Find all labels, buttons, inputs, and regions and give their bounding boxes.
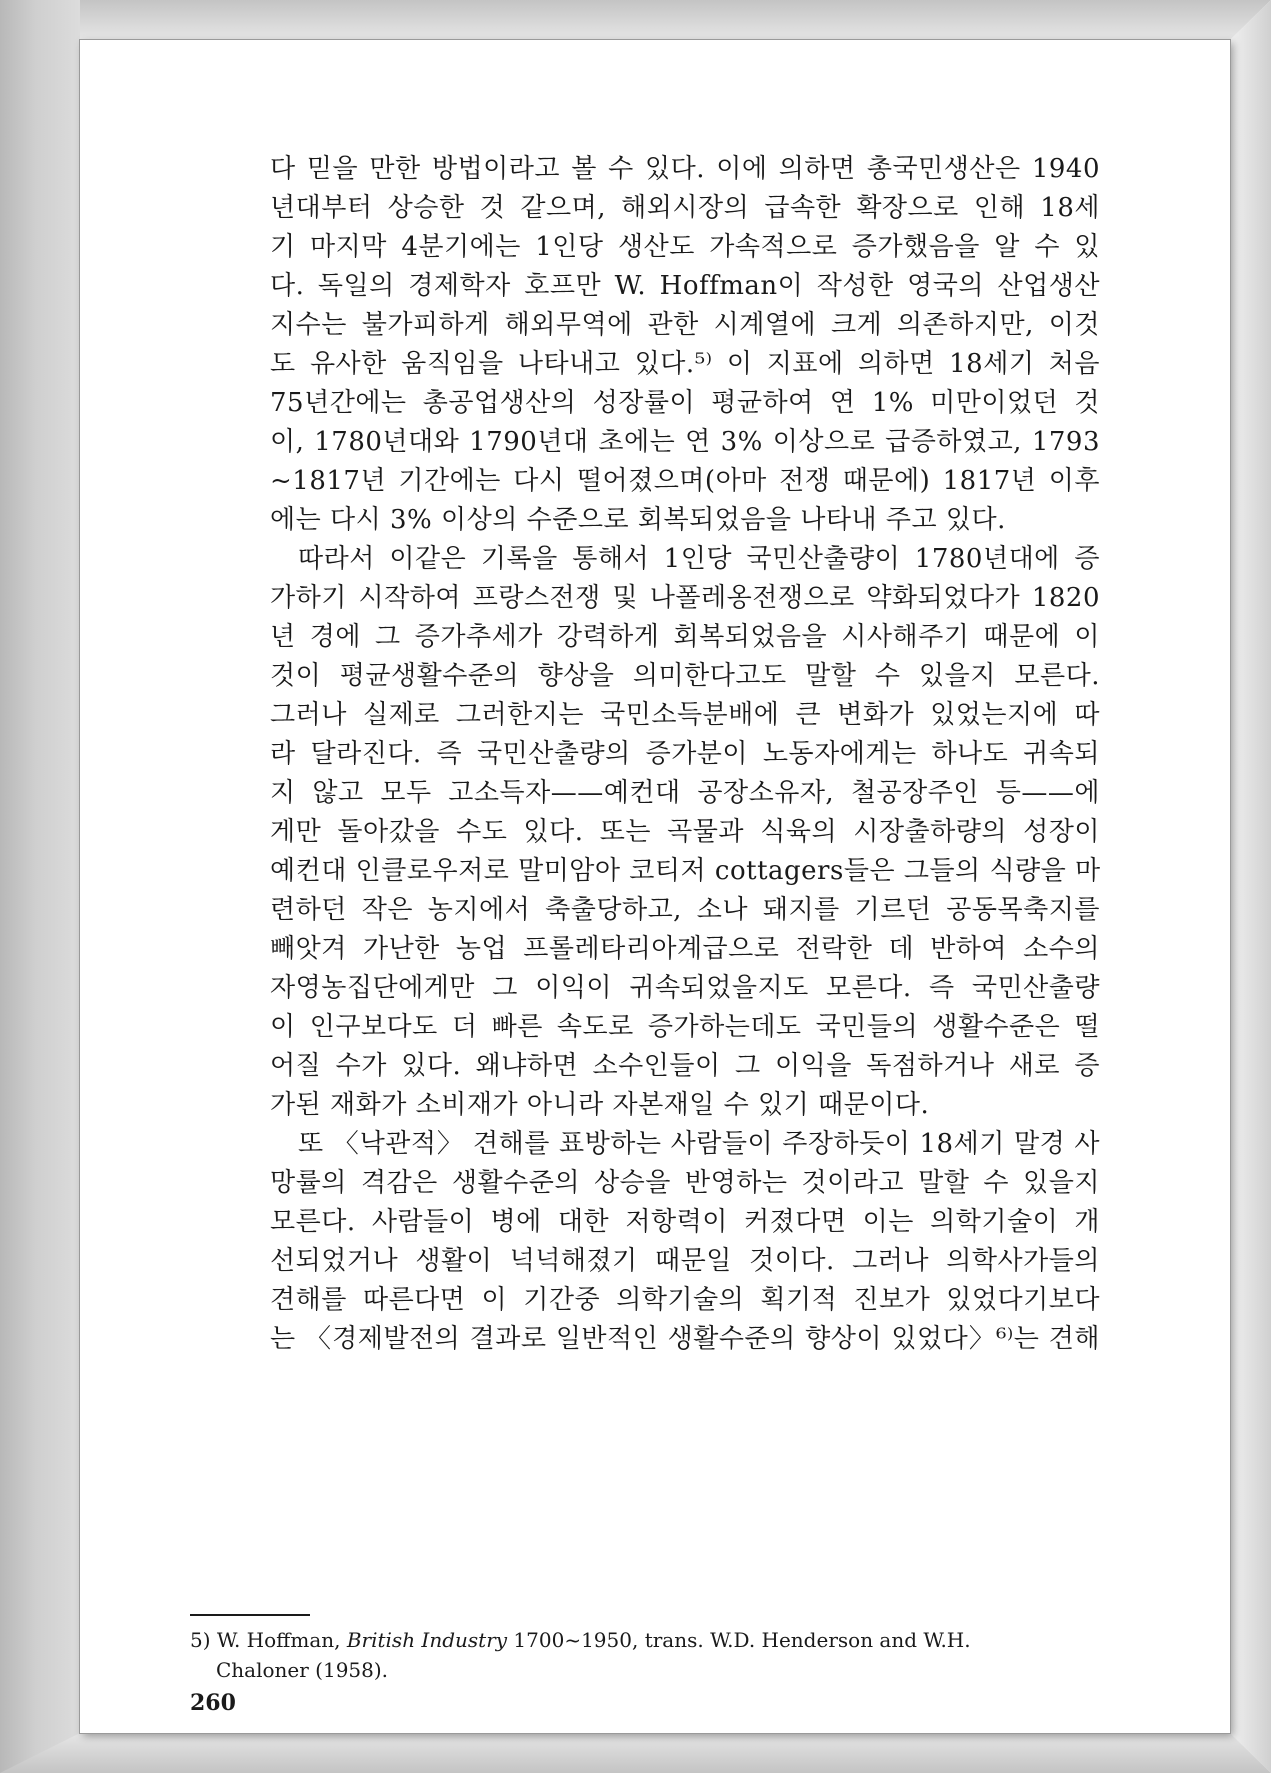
page-number: 260 [190,1690,236,1716]
body-line: 이, 1780년대와 1790년대 초에는 연 3% 이상으로 급증하였고, 1793 [270,427,1100,457]
body-text [270,150,1100,1359]
footnote-author: W. Hoffman, [216,1628,341,1652]
body-line: 모른다. 사람들이 병에 대한 저항력이 커졌다면 이는 의학기술이 개 [270,1207,1100,1237]
body-line: 다. 독일의 경제학자 호프만 W. Hoffman이 작성한 영국의 산업생산 [270,271,1100,301]
body-line: 기 마지막 4분기에는 1인당 생산도 가속적으로 증가했음을 알 수 있 [270,232,1100,262]
body-line: 빼앗겨 가난한 농업 프롤레타리아계급으로 전락한 데 반하여 소수의 [270,934,1100,964]
footnote [190,1625,1020,1685]
body-line: 따라서 이같은 기록을 통해서 1인당 국민산출량이 1780년대에 증 [298,544,1100,574]
body-line: 가된 재화가 소비재가 아니라 자본재일 수 있기 때문이다. [270,1090,930,1120]
body-line: 는 〈경제발전의 결과로 일반적인 생활수준의 향상이 있었다〉⁶⁾는 견해 [270,1324,1100,1354]
body-line: 년 경에 그 증가추세가 강력하게 회복되었음을 시사해주기 때문에 이 [270,622,1100,652]
body-line: 년대부터 상승한 것 같으며, 해외시장의 급속한 확장으로 인해 18세 [270,193,1100,223]
footnote-continuation: Chaloner (1958). [216,1658,389,1682]
footnote-marker: 5) [190,1628,211,1652]
footnote-details: 1700~1950, trans. W.D. Henderson and W.H. [513,1628,971,1652]
body-line: 75년간에는 총공업생산의 성장률이 평균하여 연 1% 미만이었던 것 [270,388,1100,418]
body-line: 견해를 따른다면 이 기간중 의학기술의 획기적 진보가 있었다기보다 [270,1285,1100,1315]
body-line: 지 않고 모두 고소득자——예컨대 공장소유자, 철공장주인 등——에 [270,778,1100,808]
body-line: 것이 평균생활수준의 향상을 의미한다고도 말할 수 있을지 모른다. [270,661,1100,691]
body-line: 에는 다시 3% 이상의 수준으로 회복되었음을 나타내 주고 있다. [270,505,1006,535]
footnote-rule [190,1614,310,1616]
body-line: 게만 돌아갔을 수도 있다. 또는 곡물과 식육의 시장출하량의 성장이 [270,817,1100,847]
footnote-line [190,1625,1020,1655]
body-line: 어질 수가 있다. 왜냐하면 소수인들이 그 이익을 독점하거나 새로 증 [270,1051,1100,1081]
body-line: 그러나 실제로 그러한지는 국민소득분배에 큰 변화가 있었는지에 따 [270,700,1100,730]
book-page [80,40,1230,1733]
book-spine-edge [0,0,80,1773]
book-right-edge [1230,0,1271,1773]
body-line: 도 유사한 움직임을 나타내고 있다.⁵⁾ 이 지표에 의하면 18세기 처음 [270,349,1100,379]
body-line: 예컨대 인클로우저로 말미암아 코티저 cottagers들은 그들의 식량을 마 [270,856,1101,886]
body-line: 망률의 격감은 생활수준의 상승을 반영하는 것이라고 말할 수 있을지 [270,1168,1100,1198]
body-line: 지수는 불가피하게 해외무역에 관한 시계열에 크게 의존하지만, 이것 [270,310,1100,340]
body-line: 다 믿을 만한 방법이라고 볼 수 있다. 이에 의하면 총국민생산은 1940 [270,154,1100,184]
footnote-title: British Industry [346,1628,508,1652]
body-line: 가하기 시작하여 프랑스전쟁 및 나폴레옹전쟁으로 약화되었다가 1820 [270,583,1100,613]
body-line: 또 〈낙관적〉 견해를 표방하는 사람들이 주장하듯이 18세기 말경 사 [298,1129,1100,1159]
body-line: 련하던 작은 농지에서 축출당하고, 소나 돼지를 기르던 공동목축지를 [270,895,1100,925]
body-line: ~1817년 기간에는 다시 떨어졌으며(아마 전쟁 때문에) 1817년 이후 [270,466,1100,496]
book-top-edge [0,0,1271,40]
body-line: 자영농집단에게만 그 이익이 귀속되었을지도 모른다. 즉 국민산출량 [270,973,1100,1003]
body-line: 선되었거나 생활이 넉넉해졌기 때문일 것이다. 그러나 의학사가들의 [270,1246,1100,1276]
body-line: 라 달라진다. 즉 국민산출량의 증가분이 노동자에게는 하나도 귀속되 [270,739,1100,769]
book-bottom-edge [0,1733,1271,1773]
body-line: 이 인구보다도 더 빠른 속도로 증가하는데도 국민들의 생활수준은 떨 [270,1012,1100,1042]
